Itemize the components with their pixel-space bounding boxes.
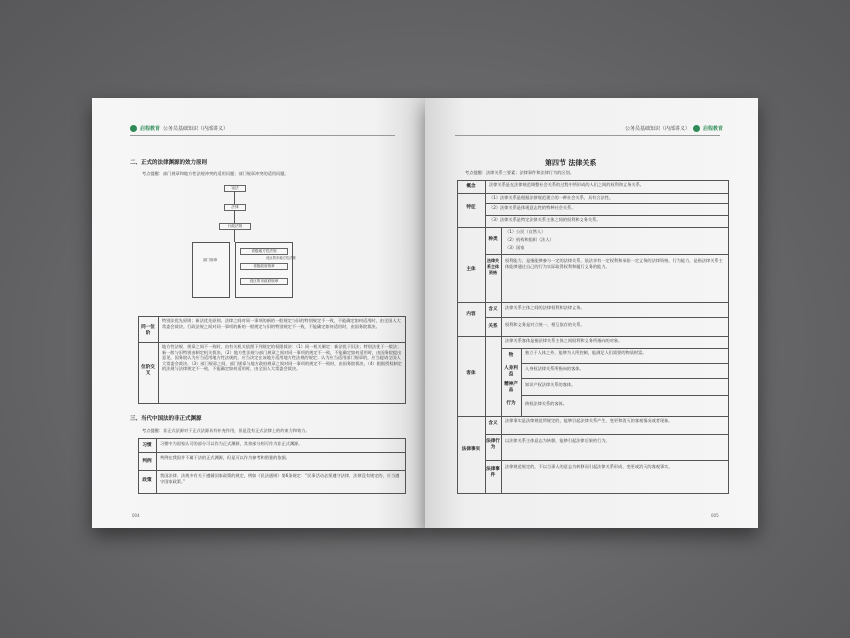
row-label: 政策 [142,478,152,483]
table-divider [501,348,728,349]
right-page [425,98,758,528]
table-divider [457,336,728,337]
row-label: 位阶交叉 [141,365,155,376]
object-kind: 物 [508,353,514,358]
table-divider [521,363,728,364]
table-divider [156,438,157,493]
table-divider [485,317,728,318]
table-divider [457,193,728,194]
table-divider [501,416,502,493]
row-text: 判例在我国并不属于法的正式渊源，但是可以作为参考和借鉴的依据。 [160,455,290,460]
sub-label: 法律行为 [486,439,500,450]
table-divider [501,302,502,336]
feature-item: （3）法律关系是特定法律关系主体之间的权利和义务关系。 [489,217,601,222]
sub-label: 法律事件 [486,467,500,478]
section-note: 考点提醒：法律关系三要素；法律事件和法律行为的区别。 [465,170,574,175]
row-label: 概念 [466,184,476,189]
object-kind: 行为 [506,401,516,406]
header-left [130,125,228,132]
table-divider [138,452,405,453]
row-text: 特别法优先原则；新法优先原则。法律之间对同一事项的新的一般规定与旧的特别规定不一致，不能确定如何适用时，由全国人大常委会裁决。行政法规之间对同一事项的新的一般规定与旧的特别规定不一致，不能确定如何适用时，由国务院裁决。 [162,318,401,329]
object-kind: 精神产品 [504,382,518,393]
object-desc: 独立于人体之外，能够为人所控制，能满足人们需要的物质财富。 [525,350,647,355]
table-divider [485,434,728,435]
section-title: 二、正式的法律渊源的效力原则 [130,160,208,166]
sub-label: 关系 [488,324,498,329]
fact-text: 法律规范规定的，不以当事人的意志为转移而引起法律关系形成、变更或消灭的客观事实。 [505,464,673,469]
section-note: 考点提醒：部门规章和地方性法规冲突的适用问题；部门规章冲突的适用问题。 [142,171,289,176]
table-divider [485,460,728,461]
page-number: 005 [711,513,719,518]
object-desc: 债权法律关系的客体。 [525,401,567,406]
flow-node: 设区的市地方性法规 [266,256,296,260]
flow-node: 省级政府规章 [240,263,288,270]
table-divider [158,316,159,403]
header-book-title: 公务员基础知识（内部讲义） [163,126,229,132]
row-text: 习惯中为国家认可的部分可以作为正式渊源，其余部分则可作为非正式渊源。 [160,441,303,446]
row-label: 特征 [466,205,476,210]
feature-item: （2）法律关系是体现意志性的特种社会关系。 [489,205,576,210]
table-divider [485,254,728,255]
page-number: 004 [132,513,140,518]
brand-logo-icon [130,125,137,132]
table-divider [521,348,522,416]
section-title: 三、当代中国法的非正式渊源 [130,416,202,422]
table-divider [138,470,405,471]
fact-text: 以法律关系主体意志为转移，能够引起法律后果的行为。 [505,438,610,443]
flow-node: 宪法 [224,185,246,192]
row-text: 法律关系是在法律规范调整社会关系的过程中所形成的人们之间的权利和义务关系。 [489,182,644,187]
row-label: 主体 [466,267,476,272]
content-text: 权利和义务是对立统一、相互依存的关系。 [505,322,585,327]
table-divider [457,302,728,303]
flow-node: 设区的市政府规章 [240,278,288,285]
row-label: 法律事实 [461,447,481,452]
object-desc: 人身权法律关系所指向的客体。 [525,366,584,371]
fact-text: 法律事实是法律规范所规定的，能够引起法律关系产生、变更和消灭的客观情况或者现象。 [505,418,673,423]
row-text: 地方性法规、规章之间不一致时，由有关机关依照下列规定的权限裁决：（1）同一机关制定：新法优于旧法；特别法优于一般法；新一般与旧特别由制定机关裁决。（2）地方性法规与部门规章之间对同一事项的规定不一致，不能确定如何适用时，由国务院提出意见，国务院认为应当适用地方性法规的，应当决定在该地方适用地方性法规的规定；认为应当适用部门规章的，应当提请全国人大常委会裁决。（3）部门规章之间、部门规章与地方政府规章之间对同一事项的规定不一致时，由国务院裁决。（4）根据授权制定的法规与法律规定不一致，不能确定如何适用时，由全国人大常委会裁决。 [162,344,402,372]
table-divider [457,227,728,228]
feature-item: （1）法律关系是根据法律规范建立的一种社会关系，具有合法性。 [489,195,614,200]
flow-arrow [234,191,235,204]
sub-label: 含义 [488,307,498,312]
flow-node: 省级地方性法规 [240,248,288,255]
object-meaning: 法律关系客体是指法律关系主体之间权利和义务所指向的对象。 [505,338,623,343]
header-book-title: 公务员基础知识（内部讲义） [625,126,691,132]
row-text: 我国法律、法规多有关于遵循国家政策的规定，例如《民法通则》第6条规定：“民事活动必须遵守法律，法律没有规定的，应当遵守国家政策。” [160,473,400,484]
content-text: 法律关系主体之间的法律权利和法律义务。 [505,305,585,310]
subject-type: （1）公民（自然人） [505,229,546,234]
table-divider [485,203,728,204]
row-label: 客体 [466,371,476,376]
row-label: 判例 [142,459,152,464]
flow-node: 行政法规 [219,223,251,230]
row-label: 习惯 [142,443,152,448]
object-desc: 知识产权法律关系的客体。 [525,382,576,387]
section-note: 考点提醒：非正式法源对于正式法源具有补充作用，但是没有正式法律上的约束力和效力。 [142,428,310,433]
open-book [92,98,758,528]
capacity-text: 权利能力，是指能够参与一定的法律关系，依法享有一定权利和承担一定义务的法律资格。行为能力，是指法律关系主体能够通过自己的行为实际取得权利和履行义务的能力。 [505,258,723,269]
table-divider [521,378,728,379]
brand-name: 启程教育 [703,126,724,132]
flow-node: 法律 [224,204,246,211]
flow-arrow [234,210,235,223]
flow-group-box [192,242,230,298]
table-divider [521,395,728,396]
subject-type: （3）国家 [505,245,525,250]
object-kind: 人身利益 [504,366,518,377]
row-label: 同一位阶 [141,325,155,336]
sub-label: 法律关系主体资格 [487,258,499,275]
chapter-title: 第四节 法律关系 [545,159,597,167]
table-divider [457,416,728,417]
subject-type: （2）机构和组织（法人） [505,237,554,242]
flow-node: 部门规章 [202,258,218,262]
row-label: 内容 [466,312,476,317]
sub-label: 含义 [488,421,498,426]
table-divider [485,215,728,216]
table-divider [138,342,405,343]
sub-label: 种类 [488,237,498,242]
header-rule [455,135,720,136]
header-right [625,125,723,132]
brand-name: 启程教育 [140,126,161,132]
table-divider [501,227,502,302]
flow-arrow [234,229,235,242]
header-rule [130,135,395,136]
left-page [92,98,425,528]
brand-logo-icon [693,125,700,132]
